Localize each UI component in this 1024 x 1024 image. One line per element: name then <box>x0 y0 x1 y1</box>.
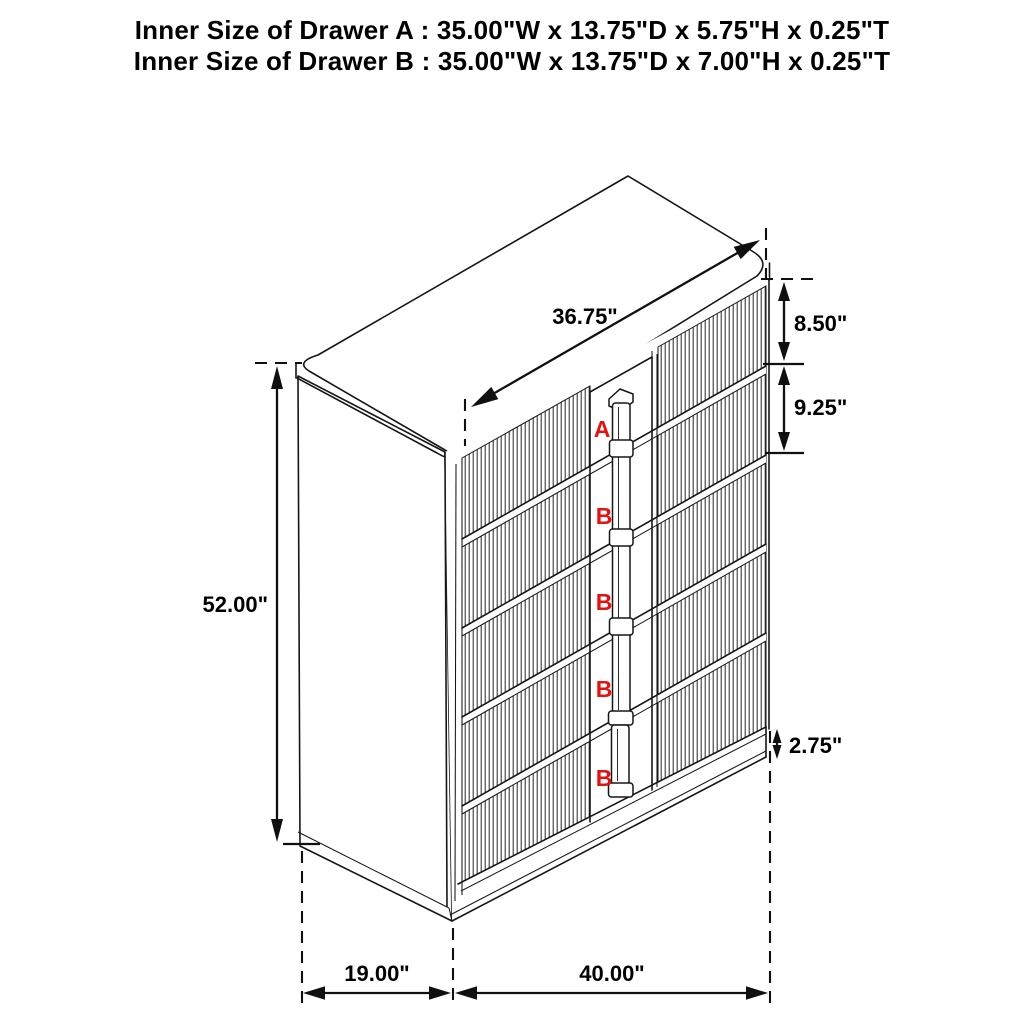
lower-handle-top-cap <box>609 711 634 725</box>
dim-depth-arrow-left <box>303 986 325 999</box>
dim-label-depth: 19.00" <box>344 961 410 986</box>
dim-label-top-width: 36.75" <box>552 304 618 329</box>
dim-drawer-a-height <box>761 279 847 364</box>
drawer-label-a: A <box>593 416 611 442</box>
dim-drawer-b-height <box>765 366 847 453</box>
dim-label-drawer-b: 9.25" <box>794 395 848 420</box>
drawer-label-b2: B <box>595 589 613 615</box>
dim-overall-width <box>455 961 768 1000</box>
dim-base-arrow-up <box>773 729 782 743</box>
drawer-a-inner-size-text: Inner Size of Drawer A : 35.00"W x 13.75"D x 5.75"H x 0.25"T <box>134 15 890 45</box>
fluted-panel-left <box>462 386 590 902</box>
handle-joint-1 <box>610 440 634 457</box>
left-side-bottom-edge <box>298 832 449 908</box>
dim-drawer-b-arrow-down <box>778 432 790 451</box>
dim-drawer-b-arrow-up <box>778 366 790 385</box>
chest-cabinet <box>296 176 770 921</box>
dim-drawer-a-arrow-up <box>778 282 790 301</box>
dim-top-width-arrow-left <box>471 387 498 407</box>
dim-depth <box>303 961 451 1000</box>
drawer-label-b1: B <box>595 503 613 529</box>
dim-label-base: 2.75" <box>789 733 843 758</box>
drawer-b-inner-size-text: Inner Size of Drawer B : 35.00"W x 13.75"D x 7.00"H x 0.25"T <box>133 46 891 76</box>
fluted-panel-right <box>658 286 766 790</box>
dim-drawer-a-arrow-down <box>778 342 790 361</box>
dim-overall-height <box>203 363 320 844</box>
dim-height-arrow-up <box>271 366 283 389</box>
dim-label-height: 52.00" <box>202 592 268 617</box>
dim-label-width: 40.00" <box>579 961 645 986</box>
handle-joint-3 <box>610 618 634 635</box>
drawer-label-b3: B <box>595 676 613 702</box>
handle-joint-2 <box>610 529 634 546</box>
dim-base-arrow-down <box>773 745 782 759</box>
dim-height-arrow-down <box>271 819 283 842</box>
drawer-label-b4: B <box>595 765 613 791</box>
chest-left-side-panel <box>298 376 452 921</box>
dim-label-drawer-a: 8.50" <box>794 311 848 336</box>
dim-width-arrow-left <box>455 986 477 999</box>
dim-width-arrow-right <box>746 986 768 999</box>
lower-handle-bar <box>612 725 630 785</box>
dim-base-height <box>773 729 843 759</box>
dim-depth-arrow-right <box>429 986 451 999</box>
